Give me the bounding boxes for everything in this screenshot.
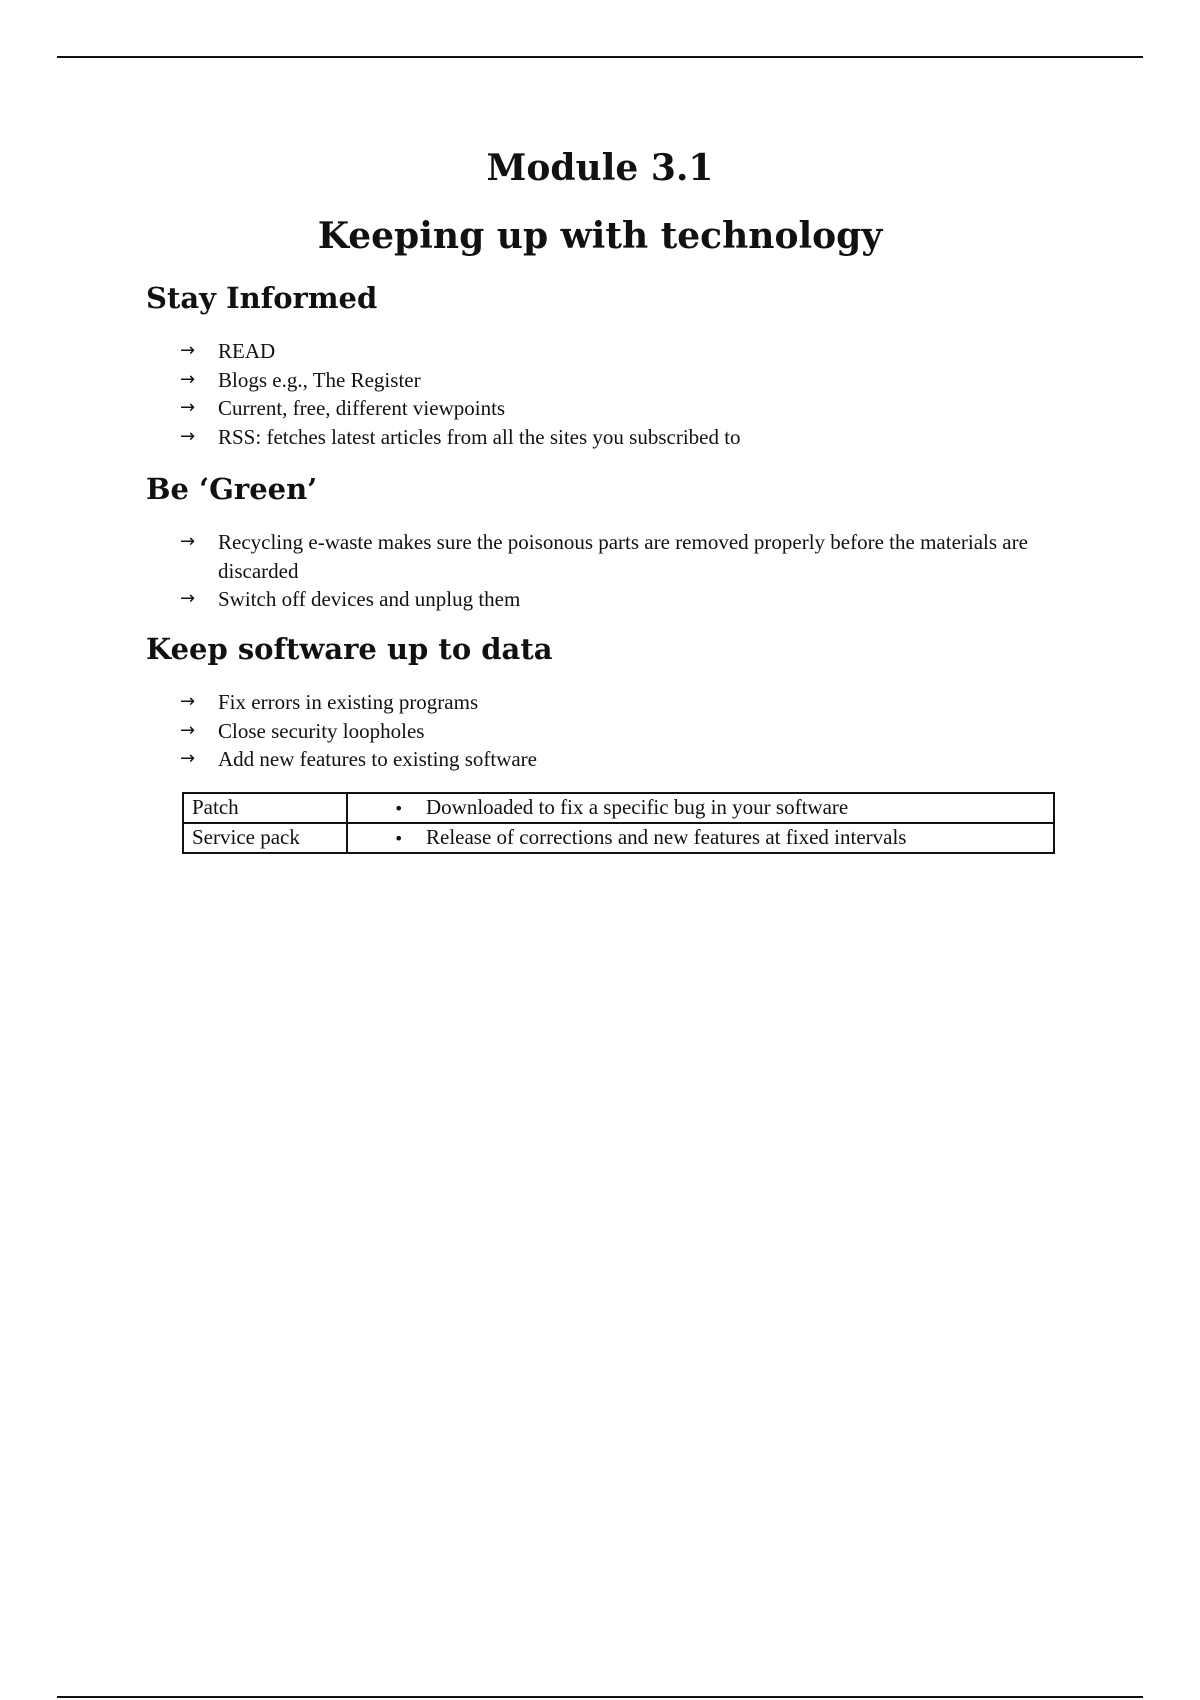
keep-software-list bbox=[180, 688, 1060, 774]
arrow-icon: → bbox=[180, 719, 196, 741]
stay-informed-list bbox=[180, 337, 1060, 451]
section-heading-be-green: Be ‘Green’ bbox=[146, 472, 318, 506]
arrow-icon: → bbox=[180, 368, 196, 390]
list-item bbox=[180, 423, 1060, 452]
section-heading-keep-software: Keep software up to data bbox=[146, 632, 553, 666]
bottom-rule bbox=[57, 1696, 1143, 1698]
list-item-text: Switch off devices and unplug them bbox=[218, 587, 521, 611]
list-item bbox=[180, 585, 1060, 614]
bullet-icon: • bbox=[394, 829, 404, 848]
page-title: Keeping up with technology bbox=[317, 215, 883, 257]
description-text: Downloaded to fix a specific bug in your software bbox=[426, 795, 849, 819]
arrow-icon: → bbox=[180, 748, 196, 769]
list-item-text: Close security loopholes bbox=[218, 718, 425, 743]
list-item-text: Blogs e.g., The Register bbox=[218, 367, 421, 392]
list-item bbox=[180, 337, 1060, 366]
list-item bbox=[180, 366, 1060, 395]
be-green-list bbox=[180, 528, 1060, 614]
list-item bbox=[180, 717, 1060, 746]
top-rule bbox=[57, 56, 1143, 58]
arrow-icon: → bbox=[180, 425, 196, 447]
arrow-icon: → bbox=[180, 397, 196, 418]
list-item-text: Current, free, different viewpoints bbox=[218, 396, 506, 420]
table-cell-term: Service pack bbox=[183, 823, 347, 853]
list-item-text: Recycling e-waste makes sure the poisonous parts are removed properly before the materials are discarded bbox=[218, 530, 1028, 583]
arrow-icon: → bbox=[180, 340, 196, 361]
updates-table bbox=[182, 792, 1055, 854]
table-cell-term: Patch bbox=[183, 793, 347, 823]
list-item bbox=[180, 688, 1060, 717]
list-item-text: RSS: fetches latest articles from all the sites you subscribed to bbox=[218, 424, 741, 449]
arrow-icon: → bbox=[180, 531, 196, 552]
list-item bbox=[180, 745, 1060, 774]
list-item bbox=[180, 394, 1060, 423]
bullet-icon: • bbox=[394, 799, 404, 818]
section-heading-stay-informed: Stay Informed bbox=[146, 281, 378, 315]
page-title-module: Module 3.1 bbox=[486, 147, 714, 189]
description-text: Release of corrections and new features at fixed intervals bbox=[426, 825, 907, 849]
table-row bbox=[183, 823, 1054, 853]
list-item-text: Fix errors in existing programs bbox=[218, 690, 479, 714]
table-cell-description bbox=[347, 793, 1054, 823]
table-cell-description bbox=[347, 823, 1054, 853]
arrow-icon: → bbox=[180, 588, 196, 609]
list-item bbox=[180, 528, 1060, 585]
arrow-icon: → bbox=[180, 691, 196, 712]
list-item-text: Add new features to existing software bbox=[218, 747, 537, 771]
list-item-text: READ bbox=[218, 339, 276, 363]
table-row bbox=[183, 793, 1054, 823]
